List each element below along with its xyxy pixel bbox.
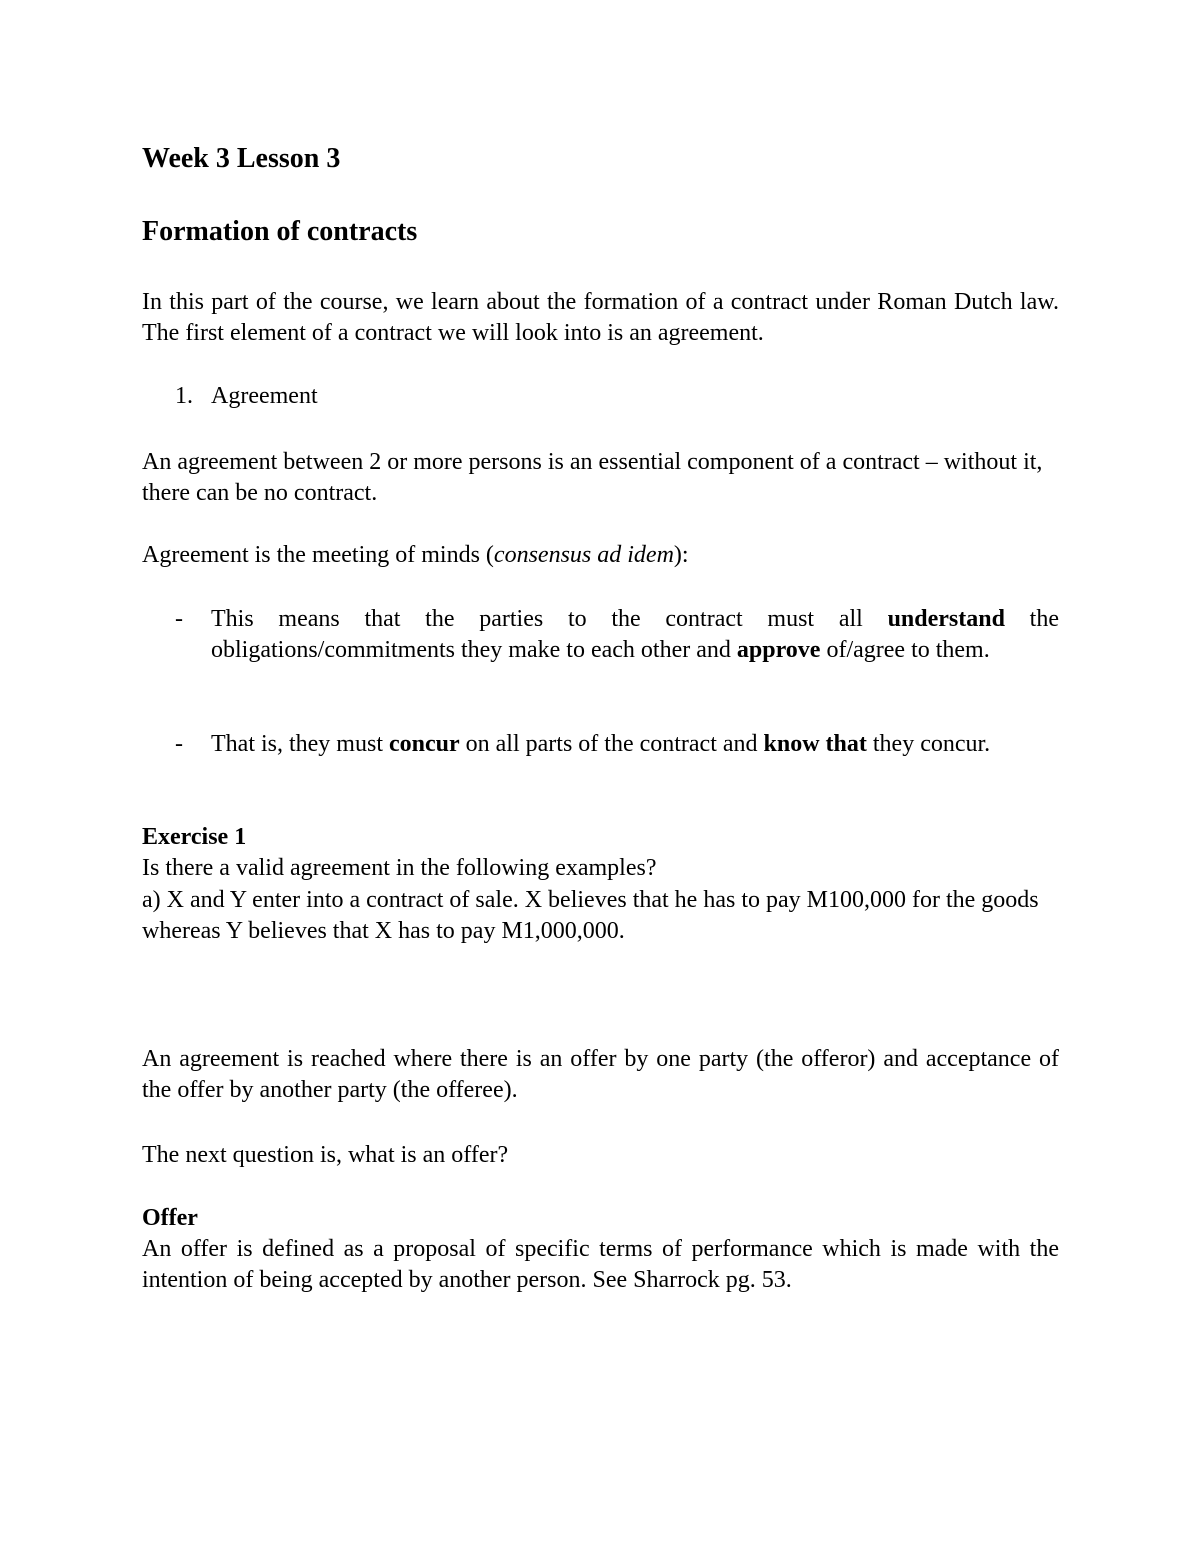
bullet1-part2: the obligations/commitments they make to each other and bbox=[211, 606, 1059, 663]
meeting-prefix: Agreement is the meeting of minds ( bbox=[142, 542, 494, 568]
intro-paragraph: In this part of the course, we learn about the formation of a contract under Roman Dutch law. The first element of a contract we will look into is an agreement. bbox=[142, 289, 1059, 346]
bullet-marker-1: - bbox=[175, 606, 183, 632]
bullet1-part1: This means that the parties to the contract must all bbox=[211, 606, 888, 632]
bullet-understand bbox=[211, 604, 1059, 666]
bullet1-bold-approve: approve bbox=[736, 637, 821, 663]
bullet2-bold-concur: concur bbox=[388, 731, 460, 757]
bullet2-part2: on all parts of the contract and bbox=[459, 731, 764, 757]
meeting-latin-term: consensus ad idem bbox=[493, 542, 674, 568]
offer-title: Offer bbox=[142, 1205, 198, 1231]
bullet2-part1: That is, they must bbox=[211, 731, 389, 757]
meeting-of-minds-paragraph bbox=[142, 540, 1059, 571]
week-title: Week 3 Lesson 3 bbox=[142, 143, 341, 174]
offer-acceptance-paragraph: An agreement is reached where there is an offer by one party (the offeror) and acceptance of the offer by another party (the offeree). bbox=[142, 1046, 1059, 1103]
exercise-question: Is there a valid agreement in the following examples? bbox=[142, 855, 657, 881]
bullet1-bold-understand: understand bbox=[887, 606, 1005, 632]
offer-definition: An offer is defined as a proposal of specific terms of performance which is made with the intention of being accepted by another person. See Sharrock pg. 53. bbox=[142, 1236, 1059, 1293]
topic-title: Formation of contracts bbox=[142, 216, 418, 247]
list-number: 1. bbox=[175, 383, 193, 409]
bullet-concur bbox=[211, 729, 1059, 760]
next-question: The next question is, what is an offer? bbox=[142, 1142, 509, 1168]
list-label-agreement: Agreement bbox=[211, 383, 318, 409]
bullet2-part3: they concur. bbox=[866, 731, 991, 757]
bullet1-part3: of/agree to them. bbox=[820, 637, 990, 663]
meeting-suffix: ): bbox=[673, 542, 689, 568]
exercise-title: Exercise 1 bbox=[142, 824, 247, 850]
exercise-item-a: a) X and Y enter into a contract of sale. X believes that he has to pay M100,000 for the goods whereas Y believes that X has to pay M1,000,000. bbox=[142, 887, 1039, 944]
bullet2-bold-know-that: know that bbox=[763, 731, 867, 757]
agreement-definition: An agreement between 2 or more persons is an essential component of a contract – without it, there can be no contract. bbox=[142, 449, 1043, 506]
bullet-marker-2: - bbox=[175, 731, 183, 757]
